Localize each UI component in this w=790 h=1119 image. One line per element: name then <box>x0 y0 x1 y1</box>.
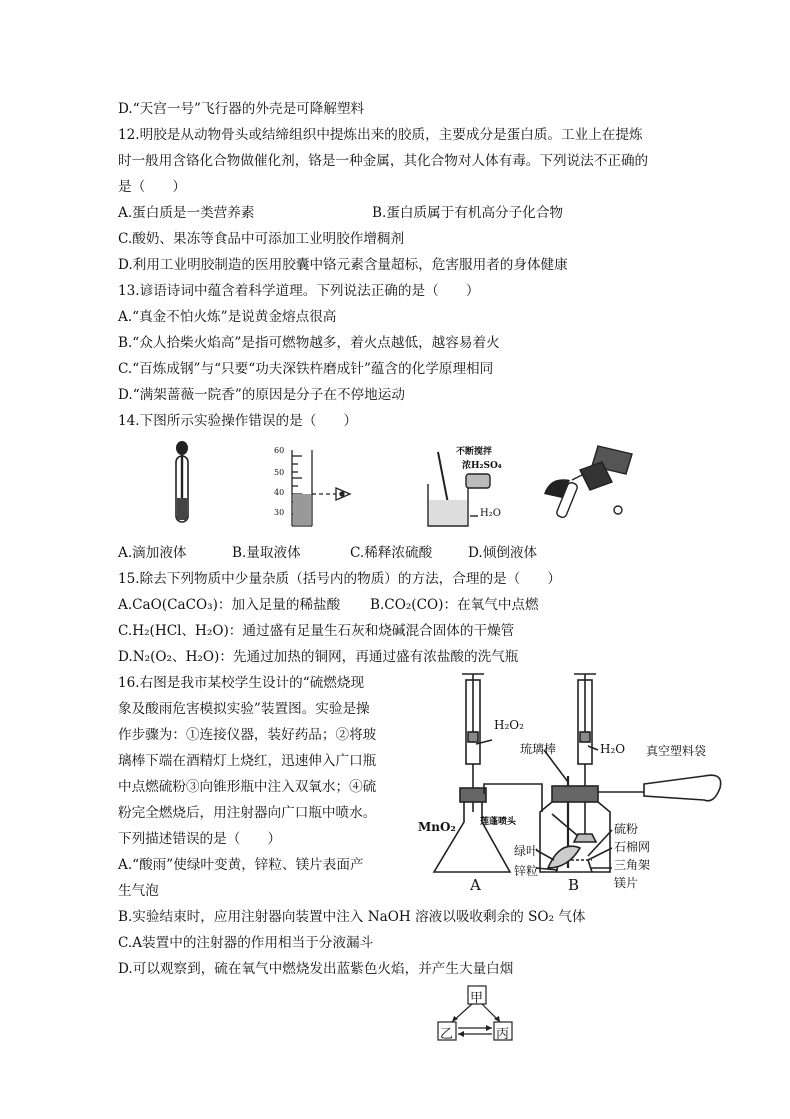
q12-option-b: B.蛋白质属于有机高分子化合物 <box>372 205 564 221</box>
fig-gauze-label: 石棉网 <box>614 840 651 854</box>
q14-option-b: B.量取液体 <box>232 545 301 561</box>
q16-stem-line-2: 象及酸雨危害模拟实验”装置图。实验是操 <box>118 701 370 717</box>
water-label: H₂O <box>480 508 501 519</box>
fig-mg-label: 镁片 <box>614 876 639 890</box>
q12-option-d: D.利用工业明胶制造的医用胶囊中铬元素含量超标，危害服用者的身体健康 <box>118 257 568 273</box>
q13-option-a: A.“真金不怕火炼”是说黄金熔点很高 <box>118 309 337 325</box>
q14-figure-b-cylinder <box>272 446 362 528</box>
q15-stem: 15.除去下列物质中少量杂质（括号内的物质）的方法，合理的是（ ） <box>118 571 562 587</box>
q16-option-c: C.A装置中的注射器的作用相当于分液漏斗 <box>118 935 374 951</box>
q15-option-c: C.H₂(HCl、H₂O)：通过盛有足量生石灰和烧碱混合固体的干燥管 <box>118 623 515 639</box>
q16-option-a-line-1: A.“酸雨”使绿叶变黄，锌粒、镁片表面产 <box>118 857 364 873</box>
fig-bag-label: 真空塑料袋 <box>646 744 707 758</box>
cylinder-tick-50: 50 <box>274 468 285 477</box>
cylinder-tick-30: 30 <box>274 508 285 517</box>
q16-stem-line-4: 璃棒下端在酒精灯上烧红，迅速伸入广口瓶 <box>118 753 377 769</box>
fig-tripod-label: 三角架 <box>614 858 651 872</box>
q15-option-d: D.N₂(O₂、H₂O)：先通过加热的铜网，再通过盛有浓盐酸的洗气瓶 <box>118 649 519 665</box>
q14-option-d: D.倾倒液体 <box>468 545 538 561</box>
q16-stem-line-6: 粉完全燃烧后，用注射器向广口瓶中喷水。 <box>118 805 377 821</box>
q15-option-a: A.CaO(CaCO₃)：加入足量的稀盐酸 <box>118 597 341 613</box>
q16-option-a-line-2: 生气泡 <box>118 883 159 899</box>
q14-option-c: C.稀释浓硫酸 <box>350 545 433 561</box>
q16-stem-line-3: 作步骤为：①连接仪器，装好药品；②将玻 <box>118 727 377 743</box>
q12-stem-line-1: 12.明胶是从动物骨头或结缔组织中提炼出来的胶质，主要成分是蛋白质。工业上在提炼 <box>118 127 643 143</box>
q15-option-b: B.CO₂(CO)：在氧气中点燃 <box>370 597 539 613</box>
diagram-left-label: 乙 <box>440 1027 454 1042</box>
q14-option-a: A.滴加液体 <box>118 545 187 561</box>
q16-apparatus-figure <box>412 672 732 894</box>
fig-label-b: B <box>568 876 580 894</box>
q14-figure-d-pouring <box>540 440 640 524</box>
q13-option-d: D.“满架蔷薇一院香”的原因是分子在不停地运动 <box>118 387 405 403</box>
q12-stem-line-3: 是（ ） <box>118 179 186 195</box>
fig-glass-rod-label: 琉璃棒 <box>520 742 557 756</box>
q16-stem-line-1: 16.右图是我市某校学生设计的“硫燃烧现 <box>118 675 365 691</box>
fig-label-a: A <box>470 876 481 894</box>
diagram-right-label: 丙 <box>496 1027 510 1042</box>
diagram-top-label: 甲 <box>470 991 484 1006</box>
acid-label: 浓H₂SO₄ <box>462 461 502 471</box>
q16-option-b: B.实验结束时，应用注射器向装置中注入 NaOH 溶液以吸收剩余的 SO₂ 气体 <box>118 909 586 925</box>
fig-sulfur-label: 硫粉 <box>614 822 639 836</box>
fig-leaf-label: 绿叶 <box>514 844 539 858</box>
q16-option-d: D.可以观察到，硫在氧气中燃烧发出蓝紫色火焰，并产生大量白烟 <box>118 961 514 977</box>
q13-option-c: C.“百炼成钢”与“只要“功夫深铁杵磨成针”蕴含的化学原理相同 <box>118 361 494 377</box>
q12-option-a: A.蛋白质是一类营养素 <box>118 205 255 221</box>
q14-stem: 14.下图所示实验操作错误的是（ ） <box>118 413 358 429</box>
fig-nozzle-label: 莲蓬喷头 <box>480 817 517 827</box>
fig-mno2-label: MnO₂ <box>418 820 456 834</box>
q13-option-b: B.“众人拾柴火焰高”是指可燃物越多，着火点越低，越容易着火 <box>118 335 500 351</box>
q13-stem: 13.谚语诗词中蕴含着科学道理。下列说法正确的是（ ） <box>118 283 480 299</box>
q16-stem-line-5: 中点燃硫粉③向锥形瓶中注入双氧水；④硫 <box>118 779 377 795</box>
fig-zinc-label: 锌粒 <box>514 864 539 878</box>
cylinder-tick-60: 60 <box>274 446 285 455</box>
cylinder-tick-40: 40 <box>274 488 285 497</box>
q12-stem-line-2: 时一般用含铬化合物做催化剂，铬是一种金属，其化合物对人体有毒。下列说法不正确的 <box>118 153 649 169</box>
fig-h2o-label: H₂O <box>600 742 626 756</box>
q12-option-c: C.酸奶、果冻等食品中可添加工业明胶作增稠剂 <box>118 231 405 247</box>
q11-option-d: D.“天宫一号”飞行器的外壳是可降解塑料 <box>118 101 365 117</box>
stir-label: 不断搅拌 <box>456 447 493 457</box>
q16-stem-line-7: 下列描述错误的是（ ） <box>118 831 282 847</box>
fig-h2o2-label: H₂O₂ <box>494 718 524 732</box>
q14-figure-a-dropper <box>160 440 210 528</box>
